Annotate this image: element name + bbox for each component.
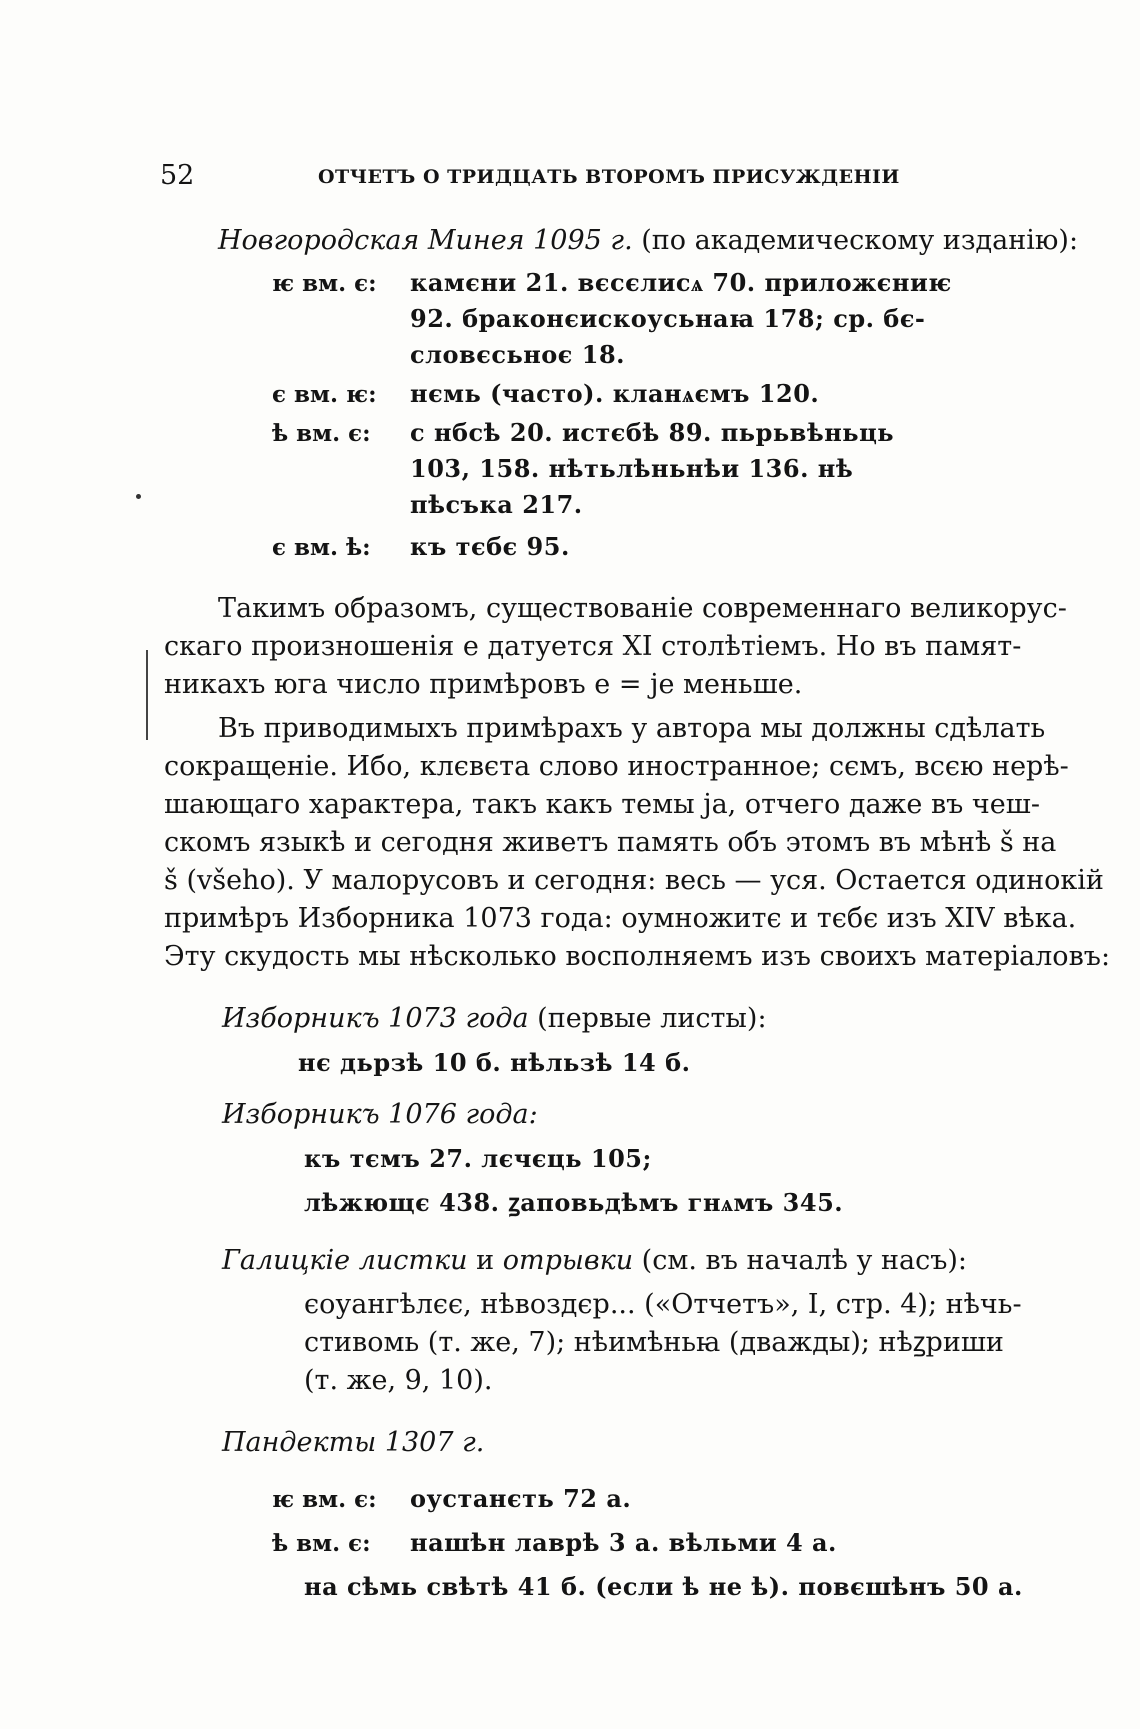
pandekty-row-text: нашѣн лаврѣ 3 а. вѣльми 4 а. — [410, 1528, 837, 1557]
minea-row-text: нємь (часто). кланѧємъ 120. — [410, 379, 820, 408]
minea-row-text: пѣсъка 217. — [410, 490, 583, 519]
izbornik-1076-examples: лѣжющє 438. ꙁаповьдѣмъ гнѧмъ 345. — [304, 1188, 844, 1217]
minea-row-text: къ тєбє 95. — [410, 532, 570, 561]
minea-row-text: камєни 21. вєсєлисѧ 70. приложєниѥ — [410, 268, 952, 297]
page-number: 52 — [160, 160, 195, 191]
galician-examples: (т. же, 9, 10). — [304, 1365, 493, 1396]
minea-heading — [218, 222, 1078, 260]
margin-dot — [136, 494, 141, 499]
galician-examples: єоуангѣлєє, нѣвоздєр... («Отчетъ», I, стр. 4); нѣчь- — [304, 1289, 1022, 1320]
minea-row-text: словєсьноє 18. — [410, 340, 626, 369]
minea-row-text: 92. браконєискоусьнаꙗ 178; ср. бє- — [410, 304, 926, 333]
paragraph-line: шающаго характера, такъ какъ темы ja, отчего даже въ чеш- — [164, 789, 1040, 820]
pandekty-heading: Пандекты 1307 г. — [222, 1427, 485, 1458]
paragraph-line: Въ приводимыхъ примѣрахъ у автора мы должны сдѣлать — [218, 713, 1046, 744]
izbornik-1076-heading: Изборникъ 1076 года: — [222, 1099, 538, 1130]
paragraph-line: примѣръ Изборника 1073 года: оумножитє и тєбє изъ XIV вѣка. — [164, 903, 1077, 934]
paragraph-line: никахъ юга число примѣровъ е = je меньше. — [164, 669, 803, 700]
paragraph-line: сокращеніе. Ибо, клєвєта слово иностранное; сємъ, всєю нерѣ- — [164, 751, 1069, 782]
minea-row-text: с нбсѣ 20. истєбѣ 89. пьрьвѣньць — [410, 418, 895, 447]
pandekty-row-text: оустанєть 72 а. — [410, 1484, 632, 1513]
page-header — [160, 160, 1000, 200]
pandekty-row-label: ѥ вм. є: — [272, 1486, 377, 1513]
minea-row-label: є вм. ѣ: — [272, 534, 371, 561]
paragraph-line: скомъ языкѣ и сегодня живетъ память объ этомъ въ мѣнѣ š на — [164, 827, 1057, 858]
minea-row-label: є вм. ѥ: — [272, 381, 377, 408]
izbornik-1073-examples: нє дьрзѣ 10 б. нѣльзѣ 14 б. — [298, 1048, 691, 1077]
pandekty-row-label: ѣ вм. є: — [272, 1530, 371, 1557]
paragraph-line: Эту скудость мы нѣсколько восполняемъ изъ своихъ матеріаловъ: — [164, 941, 1111, 972]
pandekty-last-line: на сѣмь свѣтѣ 41 б. (если ѣ не ѣ). повєшѣнъ 50 а. — [304, 1572, 1023, 1601]
minea-row-label: ѣ вм. є: — [272, 420, 371, 447]
minea-title: Новгородская Минея 1095 г. — [218, 225, 633, 256]
minea-title-rest: (по академическому изданію): — [641, 225, 1079, 256]
galician-examples: стивомь (т. же, 7); нѣимѣньꙗ (дважды); нѣꙁриши — [304, 1327, 1004, 1358]
izbornik-1076-examples: къ тємъ 27. лєчєць 105; — [304, 1144, 652, 1173]
margin-rule — [146, 650, 148, 740]
paragraph-line: š (všeho). У малорусовъ и сегодня: весь — уся. Остается одинокій — [164, 865, 1104, 896]
minea-row-text: 103, 158. нѣтьлѣньнѣи 136. нѣ — [410, 454, 854, 483]
galician-heading: Галицкіе листки и отрывки (см. въ началѣ у насъ): — [222, 1245, 968, 1276]
running-title: ОТЧЕТЪ О ТРИДЦАТЬ ВТОРОМЪ ПРИСУЖДЕНІИ — [318, 166, 900, 188]
paragraph-line: Такимъ образомъ, существованіе современнаго великорус- — [218, 593, 1067, 624]
paragraph-line: скаго произношенія е датуется XI столѣтіемъ. Но въ памят- — [164, 631, 1022, 662]
minea-row-label: ѥ вм. є: — [272, 270, 377, 297]
izbornik-1073-heading: Изборникъ 1073 года (первые листы): — [222, 1003, 767, 1034]
